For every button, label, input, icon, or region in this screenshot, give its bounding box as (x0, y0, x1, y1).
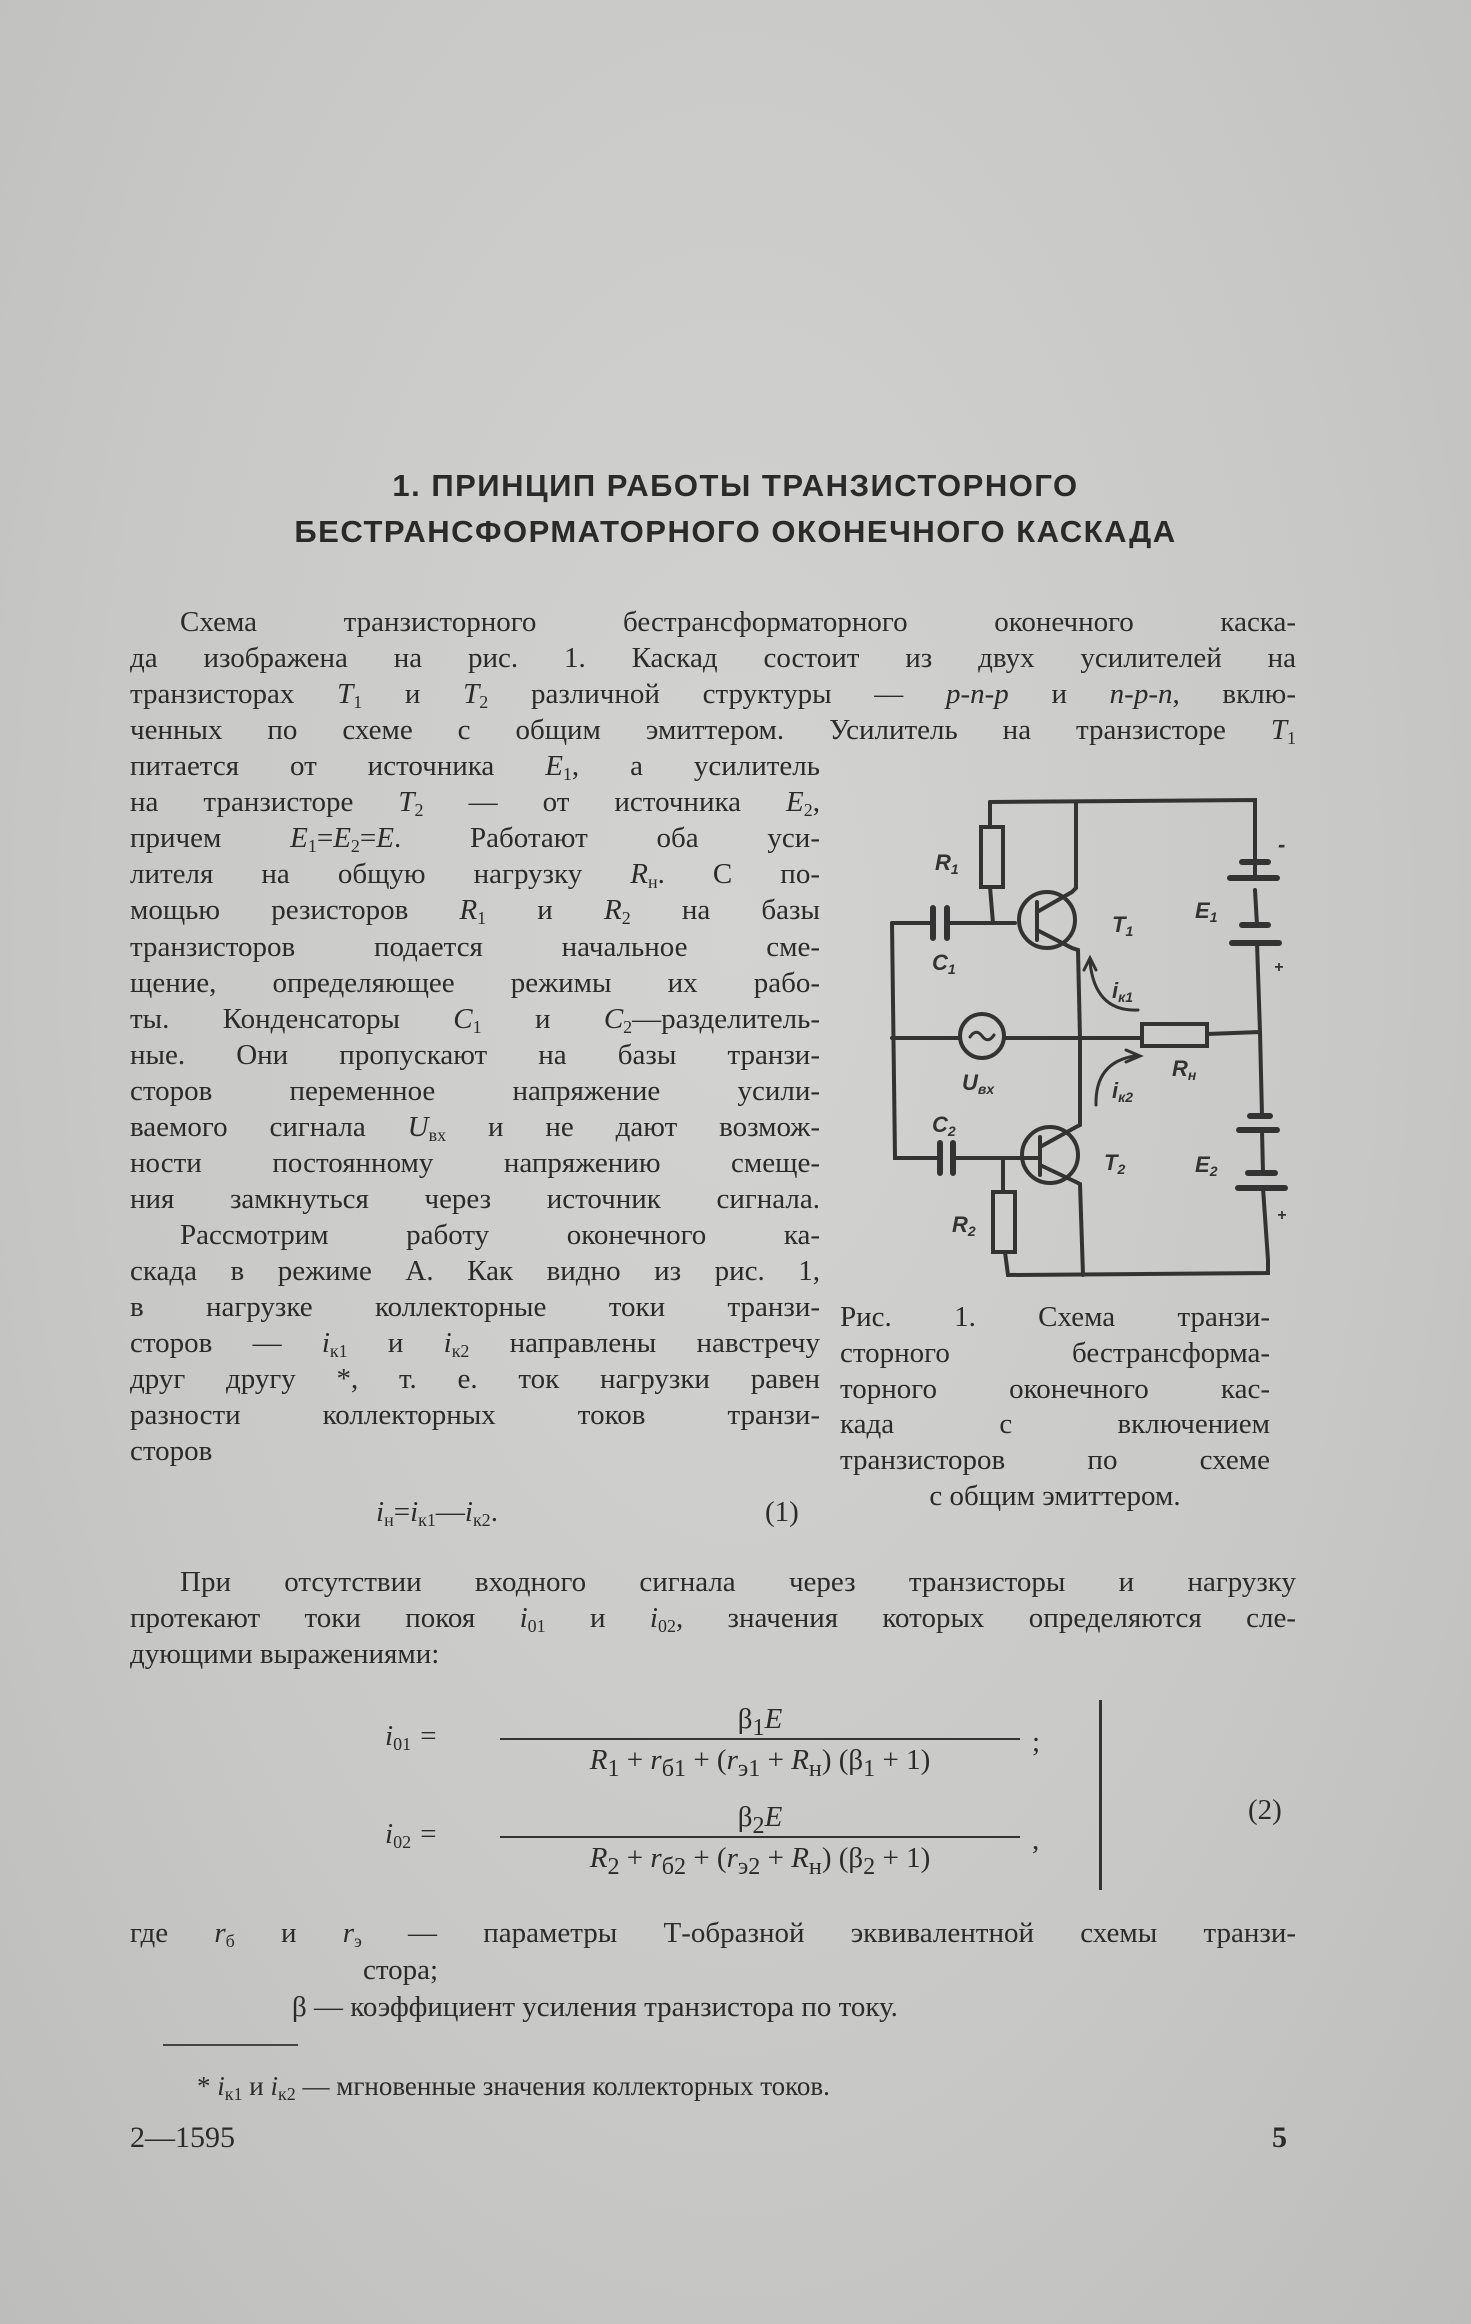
text-line: ности постоянному напряжению смеще- (130, 1146, 820, 1179)
subscript: 1 (307, 836, 317, 857)
subscript: 1 (353, 692, 363, 713)
subscript: 1 (1287, 728, 1296, 749)
formula-2-number: (2) (1248, 1794, 1282, 1826)
text-line: питается от источника $E_1$, а усилитель (130, 750, 820, 785)
subscript: э2 (737, 1852, 761, 1880)
text-line: причем $E_1=E_2=E$. Работают оба уси- (130, 822, 820, 857)
subscript: н (647, 872, 658, 893)
subscript: э (354, 1931, 362, 1951)
text-line: Схема транзисторного бестрансформаторного оконечного каска- (180, 606, 1296, 638)
text-line: При отсутствии входного сигнала через транзисторы и нагрузку (180, 1566, 1296, 1598)
subscript: 02 (657, 1616, 676, 1636)
section-heading-line-1: 1. ПРИНЦИП РАБОТЫ ТРАНЗИСТОРНОГО (392, 468, 1079, 503)
math-variable: R (589, 1842, 608, 1874)
transistor-t2 (1022, 1127, 1078, 1183)
math-variable: E (764, 1703, 783, 1735)
resistor-r2 (993, 1192, 1015, 1252)
math-variable: T (1270, 714, 1287, 747)
math-variable: E (545, 750, 563, 783)
subscript: 01 (527, 1616, 546, 1636)
math-variable: E (376, 822, 394, 855)
text-line: ные. Они пропускают на базы транзи- (130, 1038, 820, 1071)
text-line: β — коэффициент усиления транзистора по току. (292, 1991, 898, 2023)
label-c2: C2 (932, 1112, 956, 1139)
text-line: протекают токи покоя $i_{01}$ и $i_{02}$, значения которых определяются сле- (130, 1602, 1296, 1636)
math-variable: n-p-n (1109, 678, 1173, 711)
label-minus: - (1278, 832, 1286, 857)
label-ik1: iк1 (1112, 978, 1134, 1005)
footnote-rule (163, 2044, 298, 2046)
subscript: 2 (623, 1016, 633, 1037)
math-variable: i (649, 1602, 658, 1634)
caption-line: сторного бестрансформа- (840, 1336, 1270, 1369)
label-e1: E1 (1195, 898, 1218, 925)
subscript: к2 (472, 1510, 491, 1530)
subscript: 2 (350, 836, 360, 857)
formula-punctuation: ; (1032, 1726, 1041, 1758)
math-variable: T (463, 678, 480, 711)
subscript: б1 (661, 1754, 687, 1782)
caption-line: торного оконечного кас- (840, 1372, 1270, 1405)
subscript: н (808, 1754, 822, 1782)
math-variable: C (603, 1002, 624, 1035)
math-variable: i (410, 1496, 419, 1528)
math-variable: E (333, 822, 351, 855)
math-variable: r (214, 1917, 226, 1949)
wire (953, 1158, 1040, 1192)
text-line: Рассмотрим работу оконечного ка- (180, 1219, 820, 1252)
math-variable: i (321, 1327, 330, 1360)
math-variable: i (443, 1327, 452, 1360)
math-variable: i (385, 1818, 394, 1850)
label-uvx: Uвх (962, 1070, 995, 1097)
wire (1005, 862, 1268, 1275)
math-variable: T (337, 678, 354, 711)
math-variable: r (342, 1917, 355, 1949)
label-t2: T2 (1104, 1150, 1126, 1177)
formula-1: $i_н=i_{к1}—i_{к2}$. (376, 1496, 498, 1530)
text-line: на транзисторе $T_2$ — от источника $E_2$, (130, 786, 820, 821)
subscript: 1 (562, 764, 572, 785)
text-line: в нагрузке коллекторные токи транзи- (130, 1291, 820, 1324)
caption-line: с общим эмиттером. (929, 1480, 1181, 1512)
text-line: ты. Конденсаторы $C_1$ и $C_2—разделитель-$ (130, 1002, 820, 1037)
subscript: б2 (661, 1852, 687, 1880)
math-variable: i (270, 2071, 278, 2101)
subscript: 2 (621, 908, 631, 929)
label-c1: C1 (932, 950, 956, 977)
transistor-t1 (1019, 892, 1075, 948)
text-line: разности коллекторных токов транзи- (130, 1399, 820, 1432)
math-variable: R (791, 1842, 809, 1874)
text-line: где $r_б$ и $r_э$ — параметры Т-образной эквивалентной схемы транзи- (130, 1917, 1296, 1951)
wire (990, 800, 1255, 862)
capacitor-c1 (933, 908, 947, 938)
math-variable: p-n-p (945, 678, 1009, 711)
formula-2-brace (1083, 1700, 1102, 1890)
label-r2: R2 (952, 1212, 976, 1239)
numerator: $\beta_1E$ (737, 1703, 783, 1741)
math-variable: R (459, 894, 478, 927)
subscript: 2 (803, 800, 813, 821)
subscript: э1 (737, 1754, 761, 1782)
subscript: вх (428, 1124, 447, 1145)
text-line: транзисторах $T_1$ и $T_2$ различной структуры — p-n-p и n-p-n, вклю- (130, 678, 1296, 713)
resistor-r1 (981, 827, 1003, 887)
signature-mark: 2—1595 (130, 2121, 235, 2154)
subscript: к1 (224, 2084, 243, 2104)
label-e2: E2 (1195, 1152, 1218, 1179)
text-line: мощью резисторов $R_1$ и $R_2$ на базы (130, 894, 820, 929)
label-t1: T1 (1112, 912, 1134, 939)
formula-lhs: $i_{02}$ = (385, 1818, 438, 1852)
math-variable: i (217, 2071, 225, 2101)
math-variable: R (589, 1744, 608, 1776)
subscript: 1 (863, 1754, 876, 1782)
text-line: сторов переменное напряжение усили- (130, 1074, 820, 1107)
subscript: 2 (607, 1852, 620, 1880)
numerator: $\beta_2E$ (737, 1801, 783, 1839)
math-variable: U (407, 1110, 429, 1143)
wire (892, 1032, 1260, 1038)
capacitor-c2 (940, 1143, 953, 1173)
subscript: 01 (393, 1734, 412, 1754)
math-variable: i (464, 1496, 473, 1528)
subscript: к2 (451, 1341, 470, 1362)
text-line: сторов (130, 1435, 213, 1468)
subscript: б (225, 1931, 235, 1951)
math-variable: r (650, 1744, 662, 1776)
math-variable: i (519, 1602, 528, 1634)
denominator: $R_2 + r_{б2} + (r_{э2} + R_н) (\beta_2 + 1)$ (589, 1842, 931, 1880)
load-resistor-rn (1142, 1024, 1207, 1046)
text-line: друг другу *, т. е. ток нагрузки равен (130, 1363, 820, 1396)
subscript: 1 (472, 1016, 482, 1037)
formula-lhs: $i_{01}$ = (385, 1720, 438, 1754)
label-plus-e2: + (1277, 1207, 1287, 1224)
subscript: н (808, 1852, 822, 1880)
fraction (500, 1798, 1020, 1878)
text-line: ния замкнуться через источник сигнала. (130, 1182, 820, 1215)
math-variable: r (726, 1744, 738, 1776)
label-ik2: iк2 (1112, 1078, 1134, 1105)
math-variable: R (791, 1744, 809, 1776)
subscript: к2 (277, 2084, 296, 2104)
subscript: 2 (479, 692, 489, 713)
subscript: 1 (752, 1713, 765, 1741)
text-line: сторов — $i_{к1}$ и $i_{к2}$ направлены навстречу (130, 1327, 821, 1362)
text-line: транзисторов подается начальное сме- (130, 930, 820, 963)
text-line: лителя на общую нагрузку $R_н$. С по- (130, 858, 820, 893)
text-line: дующими выражениями: (130, 1638, 440, 1670)
text-line: стора; (363, 1954, 439, 1986)
formula-punctuation: , (1032, 1824, 1040, 1856)
label-r1: R1 (935, 850, 959, 877)
denominator: $R_1 + r_{б1} + (r_{э1} + R_н) (\beta_1 + 1)$ (589, 1744, 931, 1782)
math-variable: C (453, 1002, 473, 1035)
subscript: 2 (414, 800, 424, 821)
subscript: 1 (477, 908, 487, 929)
math-variable: r (650, 1842, 662, 1874)
subscript: 02 (393, 1832, 412, 1852)
math-variable: E (764, 1801, 783, 1833)
footnote: * $i_{к1}$ и $i_{к2}$ — мгновенные значения коллекторных токов. (197, 2071, 830, 2104)
text-line: скада в режиме А. Как видно из рис. 1, (130, 1255, 820, 1288)
text-line: ченных по схеме с общим эмиттером. Усилитель на транзисторе $T_1$ (130, 714, 1296, 749)
label-rn: Rн (1172, 1056, 1197, 1083)
math-variable: i (385, 1720, 394, 1752)
math-variable: E (786, 786, 804, 819)
math-variable: R (630, 858, 648, 891)
caption-line: транзисторов по схеме (840, 1444, 1270, 1477)
subscript: н (384, 1510, 394, 1530)
subscript: 2 (752, 1811, 765, 1839)
text-line: да изображена на рис. 1. Каскад состоит из двух усилителей на (130, 642, 1296, 675)
subscript: к1 (329, 1341, 348, 1362)
page-number: 5 (1272, 2121, 1287, 2154)
subscript: 1 (607, 1754, 620, 1782)
math-variable: R (603, 894, 622, 927)
subscript: к1 (418, 1510, 436, 1530)
math-variable: T (398, 786, 415, 819)
text-line: ваемого сигнала $U_{вх}$ и не дают возмож- (130, 1110, 821, 1145)
section-heading-line-2: БЕСТРАНСФОРМАТОРНОГО ОКОНЕЧНОГО КАСКАДА (294, 514, 1177, 549)
fraction (500, 1700, 1020, 1780)
subscript: 2 (863, 1852, 876, 1880)
formula-1-number: (1) (765, 1496, 799, 1528)
caption-line: Рис. 1. Схема транзи- (840, 1301, 1270, 1333)
label-plus-e1: + (1274, 959, 1284, 976)
math-variable: E (290, 822, 308, 855)
math-variable: i (376, 1496, 385, 1528)
caption-line: када с включением (840, 1408, 1270, 1441)
circuit-diagram-figure-1 (850, 780, 1310, 1300)
text-line: щение, определяющее режимы их рабо- (130, 966, 820, 999)
math-variable: r (726, 1842, 738, 1874)
